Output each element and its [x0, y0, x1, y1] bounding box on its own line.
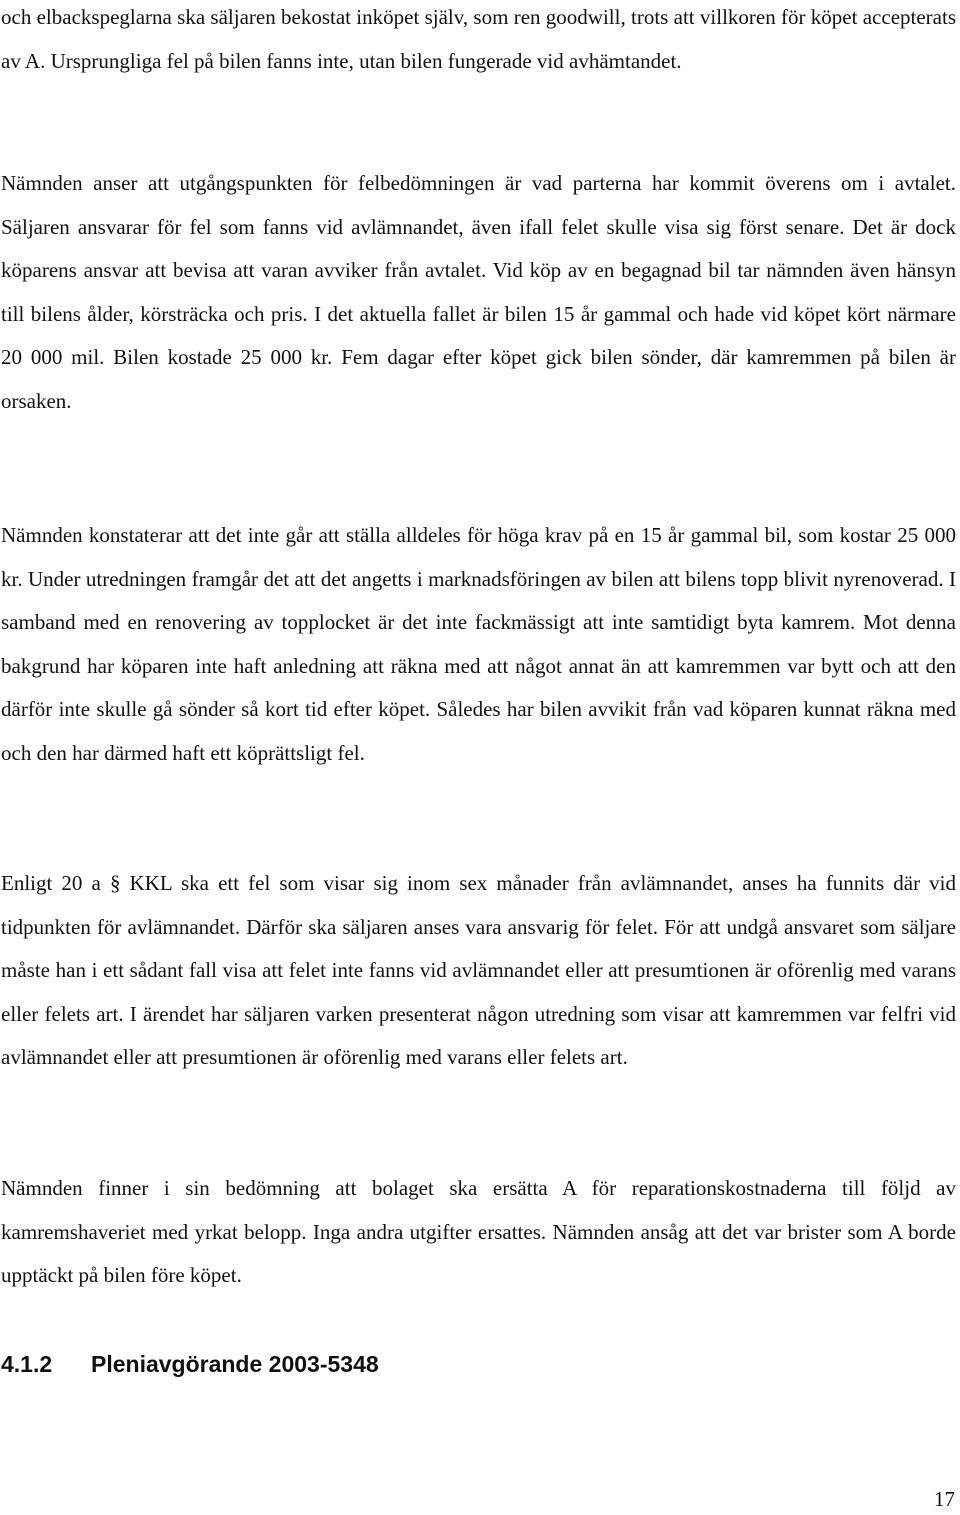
page-number: 17	[934, 1487, 955, 1511]
paragraph-kkl-presumption: Enligt 20 a § KKL ska ett fel som visar sig inom sex månader från avlämnandet, anses ha funnits där vid tidpunkten för avlämnandet. Därför ska säljaren anses vara ansvarig för felet. För att undgå ansvaret som säljare måste han i ett sådant fall visa att felet inte fanns vid avlämnandet eller att presumtionen är oförenlig med varans eller felets art. I ärendet har säljaren varken presenterat någon utredning som visar att kamremmen var felfri vid avlämnandet eller att presumtionen är oförenlig med varans eller felets art.	[1, 871, 956, 1070]
paragraph-assessment-basis: Nämnden anser att utgångspunkten för felbedömningen är vad parterna har kommit överens om i avtalet. Säljaren ansvarar för fel som fanns vid avlämnandet, även ifall felet skulle visa sig först senare. Det är dock köparens ansvar att bevisa att varan avviker från avtalet. Vid köp av en begagnad bil tar nämnden även hänsyn till bilens ålder, körsträcka och pris. I det aktuella fallet är bilen 15 år gammal och hade vid köpet kört närmare 20 000 mil. Bilen kostade 25 000 kr. Fem dagar efter köpet gick bilen sönder, där kamremmen på bilen är orsaken.	[1, 171, 956, 413]
paragraph-timing-belt-conclusion: Nämnden konstaterar att det inte går att ställa alldeles för höga krav på en 15 år gammal bil, som kostar 25 000 kr. Under utredningen framgår det att det angetts i marknadsföringen av bilen att bilens topp blivit nyrenoverad. I samband med en renovering av topplocket är det inte fackmässigt att inte samtidigt byta kamrem. Mot denna bakgrund har köparen inte haft anledning att räkna med att något annat än att kamremmen var bytt och att den därför inte skulle gå sönder så kort tid efter köpet. Således har bilen avvikit från vad köparen kunnat räkna med och den har därmed haft ett köprättsligt fel.	[1, 523, 956, 765]
paragraph-decision: Nämnden finner i sin bedömning att bolaget ska ersätta A för reparationskostnaderna till följd av kamremshaveriet med yrkat belopp. Inga andra utgifter ersattes. Nämnden ansåg att det var brister som A borde upptäckt på bilen före köpet.	[1, 1176, 956, 1288]
section-number: 4.1.2	[1, 1351, 53, 1377]
section-heading	[1, 1346, 379, 1382]
paragraph-seller-goodwill: och elbackspeglarna ska säljaren bekostat inköpet själv, som ren goodwill, trots att villkoren för köpet accepterats av A. Ursprungliga fel på bilen fanns inte, utan bilen fungerade vid avhämtandet.	[1, 5, 956, 73]
section-title: Pleniavgörande 2003-5348	[91, 1351, 379, 1377]
